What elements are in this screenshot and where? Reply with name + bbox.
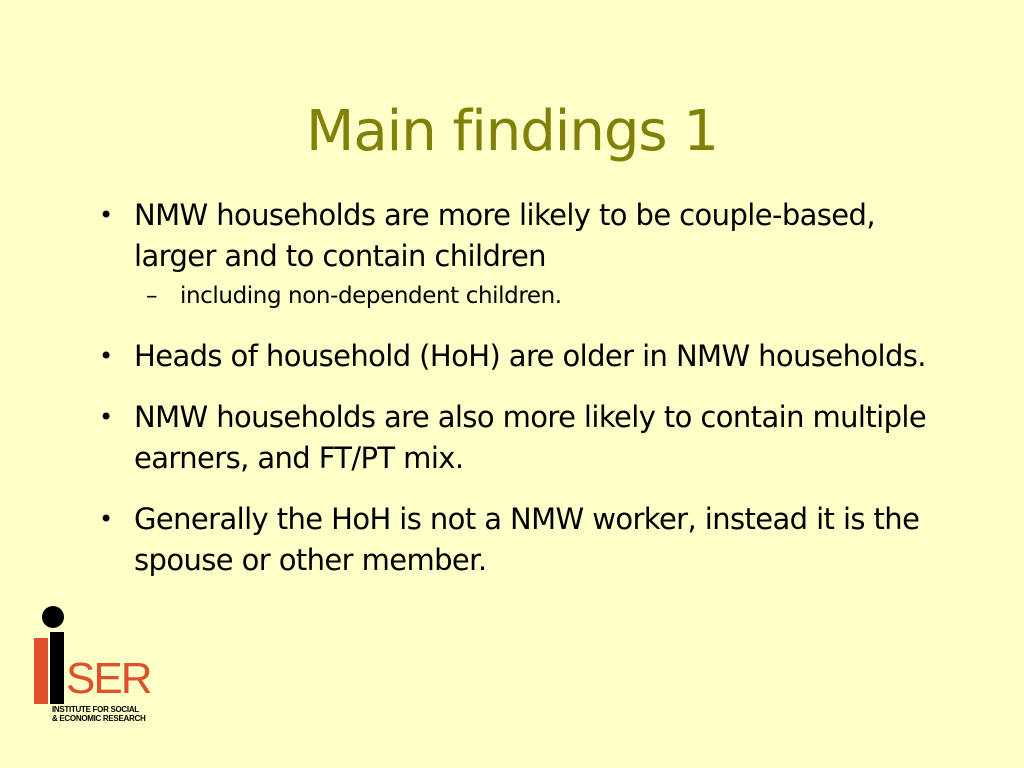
bullet-marker: • [99,342,113,370]
bullet-text: Generally the HoH is not a NMW worker, instead it is the spouse or other member. [134,502,920,577]
logo-bar-dark [50,632,64,704]
sub-bullet-text: including non-dependent children. [180,283,562,309]
logo-bar-accent [34,638,48,704]
logo-tagline [52,705,145,723]
logo-dot-icon [42,606,64,628]
bullet-text: Heads of household (HoH) are older in NMW households. [134,339,926,373]
bullet-item [96,397,956,479]
bullet-marker: • [99,403,113,431]
bullet-item [96,499,956,581]
logo-wordmark [66,654,150,704]
slide-title: Main findings 1 [306,99,718,164]
bullet-item [96,195,956,277]
bullet-list [96,195,956,581]
logo-tagline-line2: & ECONOMIC RESEARCH [52,714,146,723]
iser-logo [32,606,172,728]
bullet-marker: • [99,201,113,229]
bullet-text: NMW households are more likely to be couple-based, larger and to contain children [134,198,875,273]
logo-wordmark-text: SER [66,654,151,703]
bullet-marker: • [99,505,113,533]
sub-bullet-item [96,281,956,311]
bullet-text: NMW households are also more likely to contain multiple earners, and FT/PT mix. [134,400,927,475]
sub-bullet-marker: – [146,283,158,309]
logo-tagline-line1: INSTITUTE FOR SOCIAL [52,705,139,714]
bullet-item [96,336,956,377]
